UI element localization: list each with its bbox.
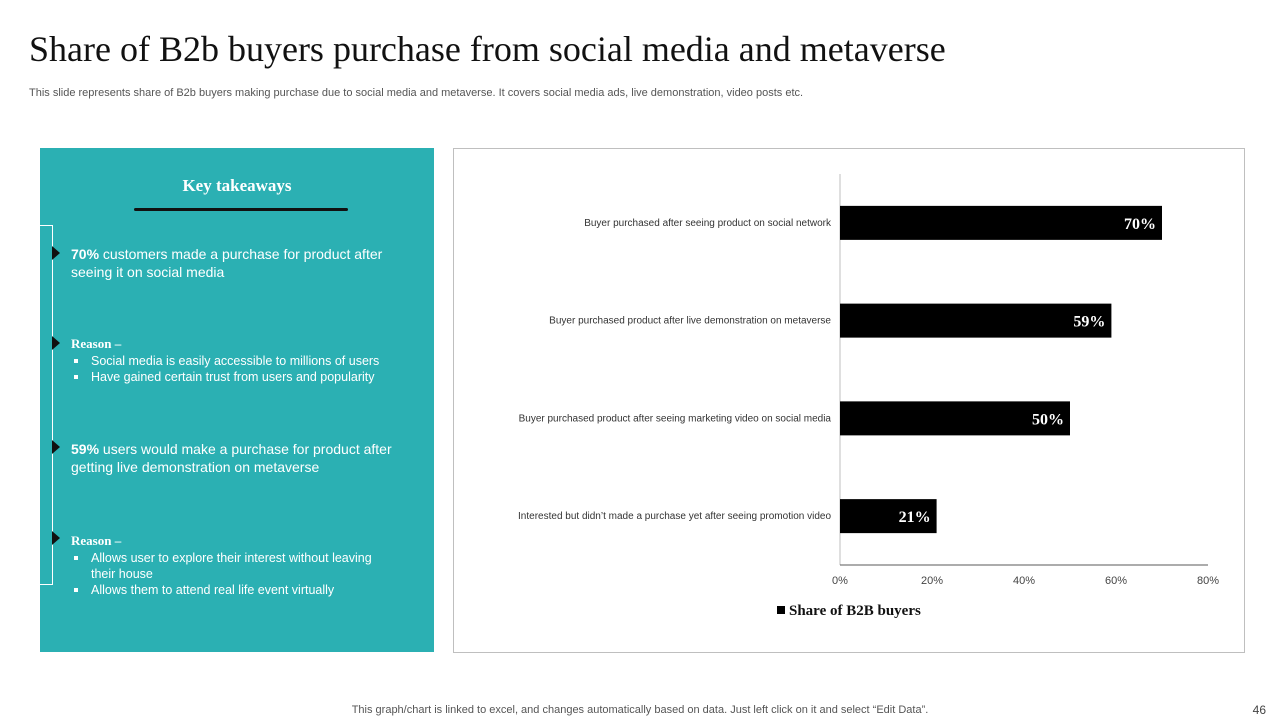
category-label: Buyer purchased product after live demonstration on metaverse: [549, 315, 831, 327]
x-tick-label: 60%: [1104, 575, 1128, 587]
takeaway-social-media: [71, 245, 416, 281]
triangle-marker-icon: [52, 246, 60, 260]
data-label: 70%: [1124, 215, 1156, 233]
footer-note: This graph/chart is linked to excel, and changes automatically based on data. Just left click on it and select “Edit Data”.: [351, 704, 929, 716]
heading-underline: [134, 208, 348, 211]
key-takeaways-panel: [40, 148, 434, 652]
list-item: Social media is easily accessible to millions of users: [71, 353, 391, 369]
square-bullet-icon: [74, 556, 78, 560]
page-subtitle: This slide represents share of B2b buyers making purchase due to social media and metaverse. It covers social media ads, live demonstration, video posts etc.: [29, 87, 804, 99]
triangle-marker-icon: [52, 440, 60, 454]
x-tick-label: 20%: [920, 575, 944, 587]
legend-swatch: [777, 606, 785, 614]
data-label: 59%: [1073, 313, 1106, 331]
x-tick-label: 40%: [1012, 575, 1036, 587]
x-tick-label: 0%: [832, 575, 848, 587]
triangle-marker-icon: [52, 531, 60, 545]
square-bullet-icon: [74, 359, 78, 363]
page-title: Share of B2b buyers purchase from social media and metaverse: [29, 29, 946, 69]
takeaway-percent: 70%: [71, 246, 100, 262]
list-item: Allows them to attend real life event virtually: [71, 582, 391, 598]
category-label: Interested but didn’t made a purchase yet after seeing promotion video: [518, 511, 831, 523]
page-number: 46: [1252, 703, 1266, 717]
data-label: 50%: [1032, 411, 1064, 429]
x-tick-label: 80%: [1196, 575, 1220, 587]
takeaway-text: customers made a purchase for product after seeing it on social media: [71, 246, 383, 280]
takeaway-text: users would make a purchase for product after getting live demonstration on metaverse: [71, 441, 392, 475]
takeaway-percent: 59%: [71, 441, 100, 457]
bar: [840, 304, 1111, 338]
chart-panel[interactable]: [453, 148, 1245, 653]
bar-chart[interactable]: [454, 149, 1244, 652]
takeaway-metaverse: [71, 440, 416, 476]
list-item: Have gained certain trust from users and popularity: [71, 369, 391, 385]
reason-list-social-media: [71, 353, 391, 385]
category-label: Buyer purchased product after seeing marketing video on social media: [518, 413, 831, 425]
key-takeaways-heading: Key takeaways: [182, 176, 292, 195]
reason-list-metaverse: [71, 550, 391, 598]
legend-label: Share of B2B buyers: [789, 603, 921, 619]
category-label: Buyer purchased after seeing product on social network: [584, 217, 831, 229]
reason-heading: Reason –: [71, 533, 122, 548]
square-bullet-icon: [74, 588, 78, 592]
reason-heading: Reason –: [71, 336, 122, 351]
triangle-marker-icon: [52, 336, 60, 350]
list-item: Allows user to explore their interest without leaving their house: [71, 550, 391, 582]
bar: [840, 206, 1162, 240]
data-label: 21%: [898, 509, 931, 527]
square-bullet-icon: [74, 375, 78, 379]
